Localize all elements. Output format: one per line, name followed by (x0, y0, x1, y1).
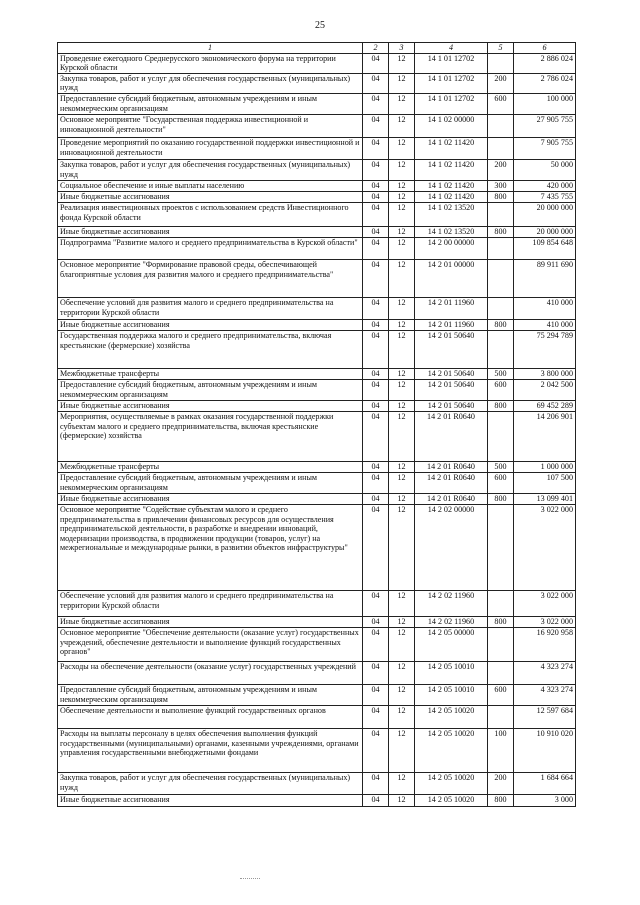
amount: 2 042 500 (514, 379, 576, 400)
item-name: Обеспечение деятельности и выполнение функций государственных органов (58, 705, 363, 728)
subsection-code: 12 (389, 472, 415, 493)
expense-type-code: 600 (488, 379, 514, 400)
expense-type-code: 600 (488, 472, 514, 493)
target-article-code: 14 2 01 R0640 (415, 461, 488, 472)
table-row (58, 159, 576, 180)
amount: 107 500 (514, 472, 576, 493)
target-article-code: 14 2 01 50640 (415, 368, 488, 379)
subsection-code: 12 (389, 137, 415, 159)
table-row (58, 728, 576, 772)
target-article-code: 14 2 05 10020 (415, 705, 488, 728)
amount: 7 435 755 (514, 191, 576, 202)
amount: 4 323 274 (514, 684, 576, 705)
item-name: Реализация инвестиционных проектов с использованием средств Инвестиционного фонда Курской области (58, 202, 363, 226)
amount: 50 000 (514, 159, 576, 180)
item-name: Иные бюджетные ассигнования (58, 191, 363, 202)
section-code: 04 (363, 319, 389, 330)
table-row (58, 319, 576, 330)
table-row (58, 191, 576, 202)
section-code: 04 (363, 237, 389, 259)
expense-type-code (488, 411, 514, 461)
table-row (58, 794, 576, 806)
table-row (58, 400, 576, 411)
table-row (58, 411, 576, 461)
item-name: Мероприятия, осуществляемые в рамках оказания государственной поддержки субъектам малого и среднего предпринимательства, включая крестьянские (фермерские) хозяйства (58, 411, 363, 461)
item-name: Обеспечение условий для развития малого и среднего предпринимательства на территории Курской области (58, 297, 363, 319)
item-name: Межбюджетные трансферты (58, 461, 363, 472)
expense-type-code (488, 259, 514, 297)
table-row (58, 180, 576, 191)
subsection-code: 12 (389, 319, 415, 330)
amount: 75 294 789 (514, 330, 576, 368)
table-row (58, 661, 576, 684)
subsection-code: 12 (389, 93, 415, 114)
amount: 2 886 024 (514, 53, 576, 73)
amount: 27 905 755 (514, 114, 576, 137)
subsection-code: 12 (389, 159, 415, 180)
target-article-code: 14 2 01 11960 (415, 319, 488, 330)
header-cell: 5 (488, 43, 514, 54)
subsection-code: 12 (389, 330, 415, 368)
subsection-code: 12 (389, 400, 415, 411)
expense-type-code (488, 114, 514, 137)
table-row (58, 237, 576, 259)
target-article-code: 14 2 05 10010 (415, 684, 488, 705)
item-name: Социальное обеспечение и иные выплаты населению (58, 180, 363, 191)
target-article-code: 14 2 01 50640 (415, 379, 488, 400)
item-name: Предоставление субсидий бюджетным, автономным учреждениям и иным некоммерческим организациям (58, 472, 363, 493)
item-name: Обеспечение условий для развития малого и среднего предпринимательства на территории Курской области (58, 590, 363, 616)
table-row (58, 137, 576, 159)
item-name: Государственная поддержка малого и среднего предпринимательства, включая крестьянские (фермерские) хозяйства (58, 330, 363, 368)
expense-type-code: 800 (488, 400, 514, 411)
subsection-code: 12 (389, 493, 415, 504)
expense-type-code: 600 (488, 684, 514, 705)
target-article-code: 14 2 01 R0640 (415, 411, 488, 461)
header-cell: 3 (389, 43, 415, 54)
target-article-code: 14 2 01 00000 (415, 259, 488, 297)
table-row (58, 53, 576, 73)
section-code: 04 (363, 411, 389, 461)
item-name: Закупка товаров, работ и услуг для обеспечения государственных (муниципальных) нужд (58, 772, 363, 794)
subsection-code: 12 (389, 504, 415, 590)
table-row (58, 472, 576, 493)
item-name: Иные бюджетные ассигнования (58, 616, 363, 627)
amount: 13 099 401 (514, 493, 576, 504)
item-name: Иные бюджетные ассигнования (58, 493, 363, 504)
section-code: 04 (363, 330, 389, 368)
section-code: 04 (363, 504, 389, 590)
target-article-code: 14 2 01 R0640 (415, 472, 488, 493)
target-article-code: 14 1 02 11420 (415, 137, 488, 159)
section-code: 04 (363, 705, 389, 728)
subsection-code: 12 (389, 202, 415, 226)
table-row (58, 330, 576, 368)
amount: 3 022 000 (514, 616, 576, 627)
expense-type-code: 800 (488, 616, 514, 627)
target-article-code: 14 2 05 00000 (415, 627, 488, 661)
table-row (58, 616, 576, 627)
table-row (58, 684, 576, 705)
expense-type-code (488, 590, 514, 616)
amount: 20 000 000 (514, 226, 576, 237)
section-code: 04 (363, 191, 389, 202)
item-name: Подпрограмма "Развитие малого и среднего предпринимательства в Курской области" (58, 237, 363, 259)
subsection-code: 12 (389, 114, 415, 137)
header-cell: 2 (363, 43, 389, 54)
item-name: Иные бюджетные ассигнования (58, 319, 363, 330)
section-code: 04 (363, 114, 389, 137)
item-name: Иные бюджетные ассигнования (58, 794, 363, 806)
section-code: 04 (363, 368, 389, 379)
section-code: 04 (363, 73, 389, 93)
section-code: 04 (363, 93, 389, 114)
budget-table (57, 42, 576, 807)
table-row (58, 297, 576, 319)
expense-type-code: 200 (488, 159, 514, 180)
amount: 109 854 648 (514, 237, 576, 259)
table-row (58, 202, 576, 226)
table-row (58, 226, 576, 237)
target-article-code: 14 2 01 11960 (415, 297, 488, 319)
subsection-code: 12 (389, 191, 415, 202)
subsection-code: 12 (389, 772, 415, 794)
amount: 12 597 684 (514, 705, 576, 728)
item-name: Предоставление субсидий бюджетным, автономным учреждениям и иным некоммерческим организациям (58, 684, 363, 705)
target-article-code: 14 2 01 R0640 (415, 493, 488, 504)
amount: 2 786 024 (514, 73, 576, 93)
target-article-code: 14 1 02 11420 (415, 180, 488, 191)
section-code: 04 (363, 684, 389, 705)
expense-type-code: 600 (488, 93, 514, 114)
expense-type-code: 300 (488, 180, 514, 191)
expense-type-code (488, 202, 514, 226)
expense-type-code (488, 297, 514, 319)
table-row (58, 73, 576, 93)
amount: 1 000 000 (514, 461, 576, 472)
subsection-code: 12 (389, 259, 415, 297)
table-row (58, 93, 576, 114)
expense-type-code: 500 (488, 461, 514, 472)
section-code: 04 (363, 180, 389, 191)
target-article-code: 14 2 02 11960 (415, 590, 488, 616)
subsection-code: 12 (389, 705, 415, 728)
target-article-code: 14 2 05 10020 (415, 772, 488, 794)
page-number: 25 (315, 20, 325, 31)
item-name: Закупка товаров, работ и услуг для обеспечения государственных (муниципальных) нужд (58, 73, 363, 93)
subsection-code: 12 (389, 590, 415, 616)
subsection-code: 12 (389, 237, 415, 259)
amount: 100 000 (514, 93, 576, 114)
subsection-code: 12 (389, 684, 415, 705)
amount: 20 000 000 (514, 202, 576, 226)
subsection-code: 12 (389, 180, 415, 191)
amount: 3 022 000 (514, 504, 576, 590)
table-row (58, 627, 576, 661)
table-row (58, 504, 576, 590)
item-name: Основное мероприятие "Обеспечение деятельности (оказание услуг) государственных учреждений, обеспечение деятельности и выполнение функций государственных органов" (58, 627, 363, 661)
subsection-code: 12 (389, 794, 415, 806)
target-article-code: 14 2 05 10010 (415, 661, 488, 684)
table-header-row (58, 43, 576, 54)
target-article-code: 14 2 00 00000 (415, 237, 488, 259)
section-code: 04 (363, 472, 389, 493)
subsection-code: 12 (389, 616, 415, 627)
expense-type-code: 800 (488, 794, 514, 806)
table-row (58, 379, 576, 400)
footer-mark (240, 878, 260, 879)
header-cell: 1 (58, 43, 363, 54)
section-code: 04 (363, 379, 389, 400)
expense-type-code (488, 237, 514, 259)
amount: 10 910 020 (514, 728, 576, 772)
amount: 89 911 690 (514, 259, 576, 297)
amount: 410 000 (514, 319, 576, 330)
item-name: Расходы на выплаты персоналу в целях обеспечения выполнения функций государственными (муниципальными) органами, казенными учреждениями, органами управления государственными внебюджетными фондами (58, 728, 363, 772)
target-article-code: 14 1 02 00000 (415, 114, 488, 137)
subsection-code: 12 (389, 461, 415, 472)
section-code: 04 (363, 259, 389, 297)
expense-type-code (488, 661, 514, 684)
section-code: 04 (363, 400, 389, 411)
subsection-code: 12 (389, 73, 415, 93)
subsection-code: 12 (389, 297, 415, 319)
item-name: Основное мероприятие "Содействие субъектам малого и среднего предпринимательства в привлечении финансовых ресурсов для осуществления предпринимательской деятельности, в разработке и внедрении инноваций, модернизации производства, в продвижении продукции (товаров, услуг) на межрегиональные и международные рынки, в развитии объектов инфраструктуры" (58, 504, 363, 590)
amount: 3 022 000 (514, 590, 576, 616)
item-name: Проведение мероприятий по оказанию государственной поддержки инвестиционной и инновационной деятельности (58, 137, 363, 159)
expense-type-code: 800 (488, 493, 514, 504)
table-row (58, 493, 576, 504)
section-code: 04 (363, 794, 389, 806)
table-row (58, 705, 576, 728)
target-article-code: 14 1 01 12702 (415, 73, 488, 93)
amount: 3 800 000 (514, 368, 576, 379)
target-article-code: 14 1 02 13520 (415, 226, 488, 237)
section-code: 04 (363, 53, 389, 73)
table-row (58, 259, 576, 297)
target-article-code: 14 2 01 50640 (415, 330, 488, 368)
section-code: 04 (363, 661, 389, 684)
expense-type-code: 800 (488, 319, 514, 330)
expense-type-code (488, 705, 514, 728)
amount: 3 000 (514, 794, 576, 806)
target-article-code: 14 2 02 11960 (415, 616, 488, 627)
target-article-code: 14 1 02 11420 (415, 159, 488, 180)
table-row (58, 368, 576, 379)
item-name: Иные бюджетные ассигнования (58, 226, 363, 237)
header-cell: 4 (415, 43, 488, 54)
expense-type-code (488, 53, 514, 73)
expense-type-code: 200 (488, 772, 514, 794)
section-code: 04 (363, 461, 389, 472)
amount: 16 920 958 (514, 627, 576, 661)
subsection-code: 12 (389, 379, 415, 400)
amount: 410 000 (514, 297, 576, 319)
section-code: 04 (363, 627, 389, 661)
amount: 4 323 274 (514, 661, 576, 684)
subsection-code: 12 (389, 661, 415, 684)
expense-type-code: 200 (488, 73, 514, 93)
item-name: Межбюджетные трансферты (58, 368, 363, 379)
subsection-code: 12 (389, 627, 415, 661)
section-code: 04 (363, 159, 389, 180)
amount: 7 905 755 (514, 137, 576, 159)
item-name: Предоставление субсидий бюджетным, автономным учреждениям и иным некоммерческим организациям (58, 93, 363, 114)
item-name: Расходы на обеспечение деятельности (оказание услуг) государственных учреждений (58, 661, 363, 684)
expense-type-code (488, 137, 514, 159)
section-code: 04 (363, 772, 389, 794)
target-article-code: 14 2 02 00000 (415, 504, 488, 590)
subsection-code: 12 (389, 728, 415, 772)
section-code: 04 (363, 202, 389, 226)
amount: 420 000 (514, 180, 576, 191)
subsection-code: 12 (389, 411, 415, 461)
subsection-code: 12 (389, 368, 415, 379)
amount: 1 684 664 (514, 772, 576, 794)
section-code: 04 (363, 137, 389, 159)
item-name: Закупка товаров, работ и услуг для обеспечения государственных (муниципальных) нужд (58, 159, 363, 180)
expense-type-code: 800 (488, 191, 514, 202)
section-code: 04 (363, 728, 389, 772)
section-code: 04 (363, 616, 389, 627)
expense-type-code: 500 (488, 368, 514, 379)
subsection-code: 12 (389, 53, 415, 73)
target-article-code: 14 1 02 11420 (415, 191, 488, 202)
target-article-code: 14 1 02 13520 (415, 202, 488, 226)
expense-type-code: 800 (488, 226, 514, 237)
table-row (58, 772, 576, 794)
target-article-code: 14 2 01 50640 (415, 400, 488, 411)
item-name: Иные бюджетные ассигнования (58, 400, 363, 411)
table-row (58, 461, 576, 472)
expense-type-code (488, 627, 514, 661)
table-row (58, 590, 576, 616)
amount: 69 452 289 (514, 400, 576, 411)
item-name: Проведение ежегодного Среднерусского экономического форума на территории Курской области (58, 53, 363, 73)
target-article-code: 14 1 01 12702 (415, 53, 488, 73)
header-cell: 6 (514, 43, 576, 54)
item-name: Основное мероприятие "Формирование правовой среды, обеспечивающей благоприятные условия для развития малого и среднего предпринимательства" (58, 259, 363, 297)
section-code: 04 (363, 297, 389, 319)
target-article-code: 14 2 05 10020 (415, 728, 488, 772)
section-code: 04 (363, 493, 389, 504)
target-article-code: 14 1 01 12702 (415, 93, 488, 114)
item-name: Основное мероприятие "Государственная поддержка инвестиционной и инновационной деятельности" (58, 114, 363, 137)
expense-type-code (488, 504, 514, 590)
expense-type-code: 100 (488, 728, 514, 772)
item-name: Предоставление субсидий бюджетным, автономным учреждениям и иным некоммерческим организациям (58, 379, 363, 400)
amount: 14 206 901 (514, 411, 576, 461)
expense-type-code (488, 330, 514, 368)
section-code: 04 (363, 590, 389, 616)
table-row (58, 114, 576, 137)
target-article-code: 14 2 05 10020 (415, 794, 488, 806)
section-code: 04 (363, 226, 389, 237)
subsection-code: 12 (389, 226, 415, 237)
